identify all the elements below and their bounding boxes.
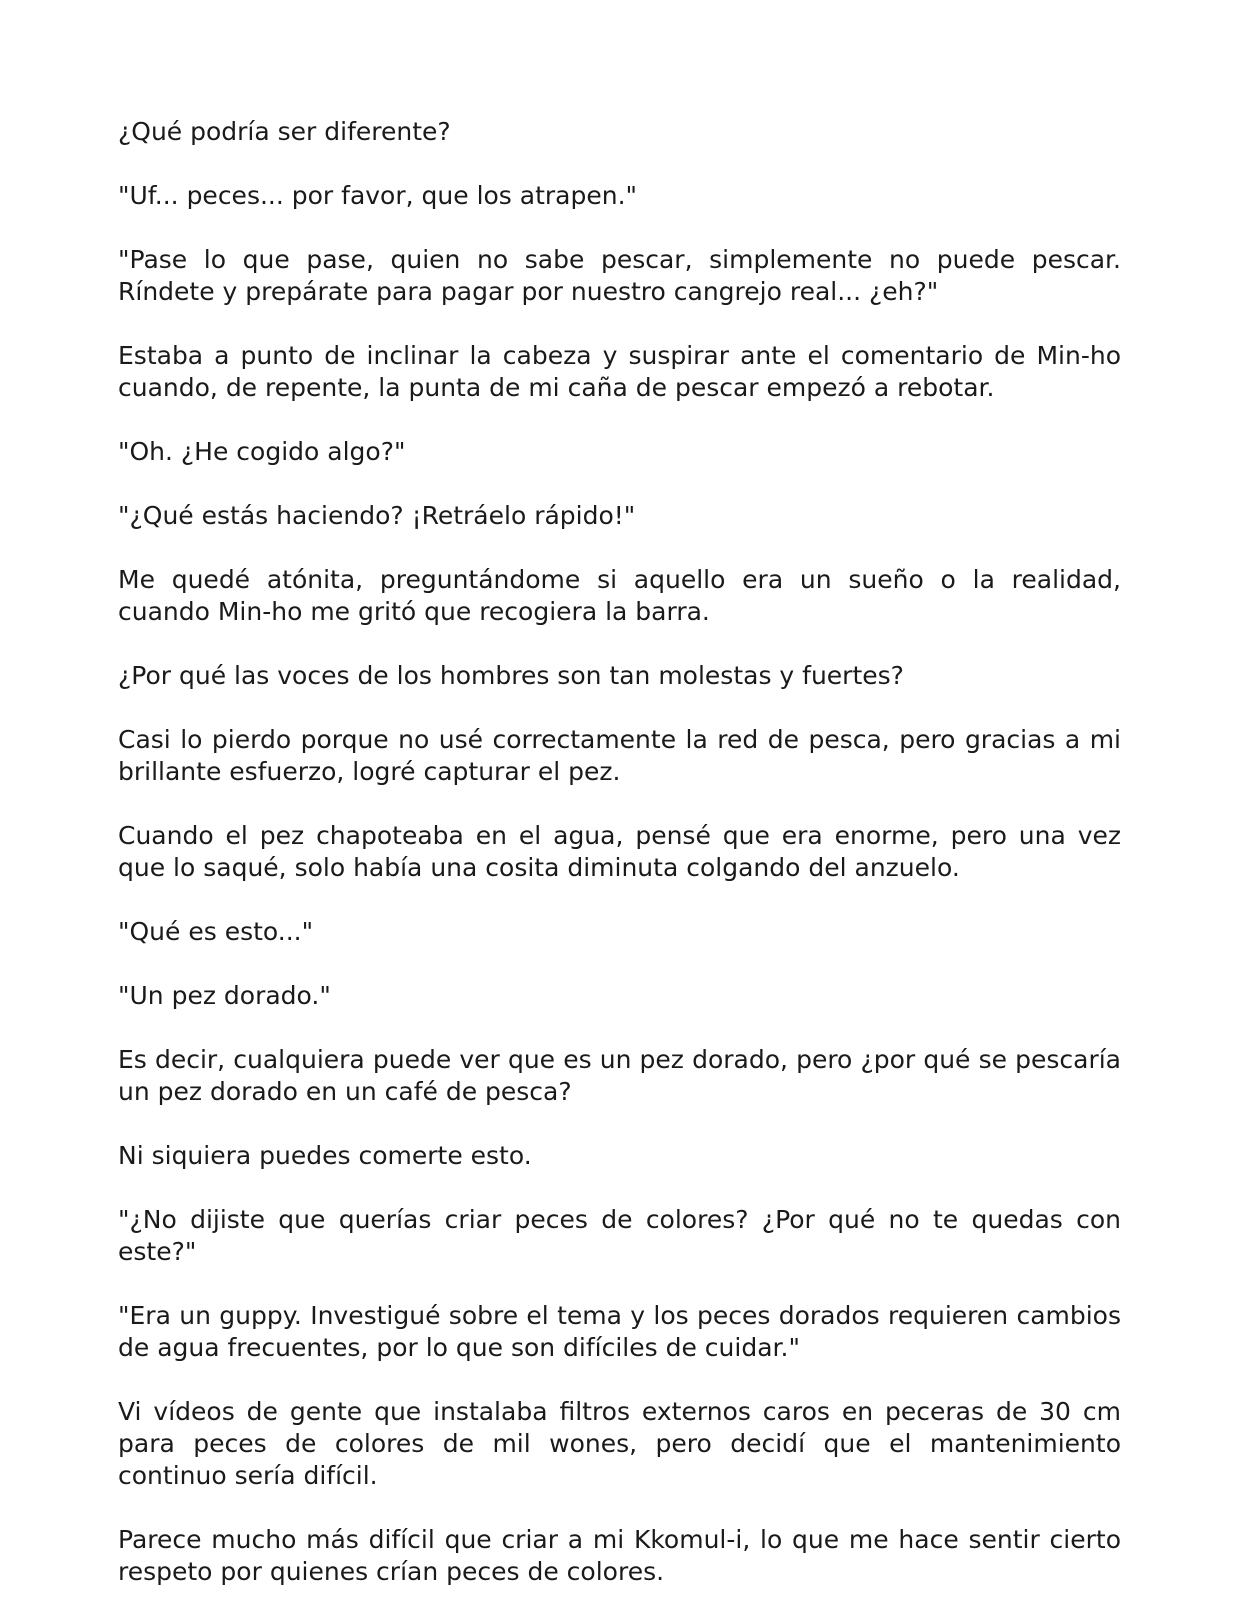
document-body <box>118 116 1121 1620</box>
paragraph: Cuando el pez chapoteaba en el agua, pensé que era enorme, pero una vez que lo saqué, solo había una cosita diminuta colgando del anzuelo. <box>118 821 1121 882</box>
paragraph: "¿No dijiste que querías criar peces de colores? ¿Por qué no te quedas con este?" <box>118 1205 1121 1266</box>
paragraph: Ni siquiera puedes comerte esto. <box>118 1141 532 1170</box>
paragraph: "¿Qué estás haciendo? ¡Retráelo rápido!" <box>118 501 636 530</box>
paragraph: Vi vídeos de gente que instalaba filtros externos caros en peceras de 30 cm para peces de colores de mil wones, pero decidí que el mantenimiento continuo sería difícil. <box>118 1397 1121 1490</box>
paragraph: "Qué es esto..." <box>118 917 314 946</box>
paragraph: "Oh. ¿He cogido algo?" <box>118 437 406 466</box>
paragraph: "Era un guppy. Investigué sobre el tema y los peces dorados requieren cambios de agua frecuentes, por lo que son difíciles de cuidar." <box>118 1301 1121 1362</box>
paragraph: Me quedé atónita, preguntándome si aquello era un sueño o la realidad, cuando Min-ho me gritó que recogiera la barra. <box>118 565 1121 626</box>
paragraph: ¿Por qué las voces de los hombres son tan molestas y fuertes? <box>118 661 904 690</box>
paragraph: Es decir, cualquiera puede ver que es un pez dorado, pero ¿por qué se pescaría un pez dorado en un café de pesca? <box>118 1045 1121 1106</box>
paragraph: Casi lo pierdo porque no usé correctamente la red de pesca, pero gracias a mi brillante esfuerzo, logré capturar el pez. <box>118 725 1121 786</box>
paragraph: ¿Qué podría ser diferente? <box>118 117 451 146</box>
paragraph: "Uf... peces... por favor, que los atrapen." <box>118 181 638 210</box>
paragraph: "Pase lo que pase, quien no sabe pescar, simplemente no puede pescar. Ríndete y prepárate para pagar por nuestro cangrejo real... ¿eh?" <box>118 245 1121 306</box>
paragraph: Estaba a punto de inclinar la cabeza y suspirar ante el comentario de Min-ho cuando, de repente, la punta de mi caña de pescar empezó a rebotar. <box>118 341 1121 402</box>
paragraph: "Un pez dorado." <box>118 981 331 1010</box>
paragraph: Parece mucho más difícil que criar a mi Kkomul-i, lo que me hace sentir cierto respeto por quienes crían peces de colores. <box>118 1525 1121 1586</box>
